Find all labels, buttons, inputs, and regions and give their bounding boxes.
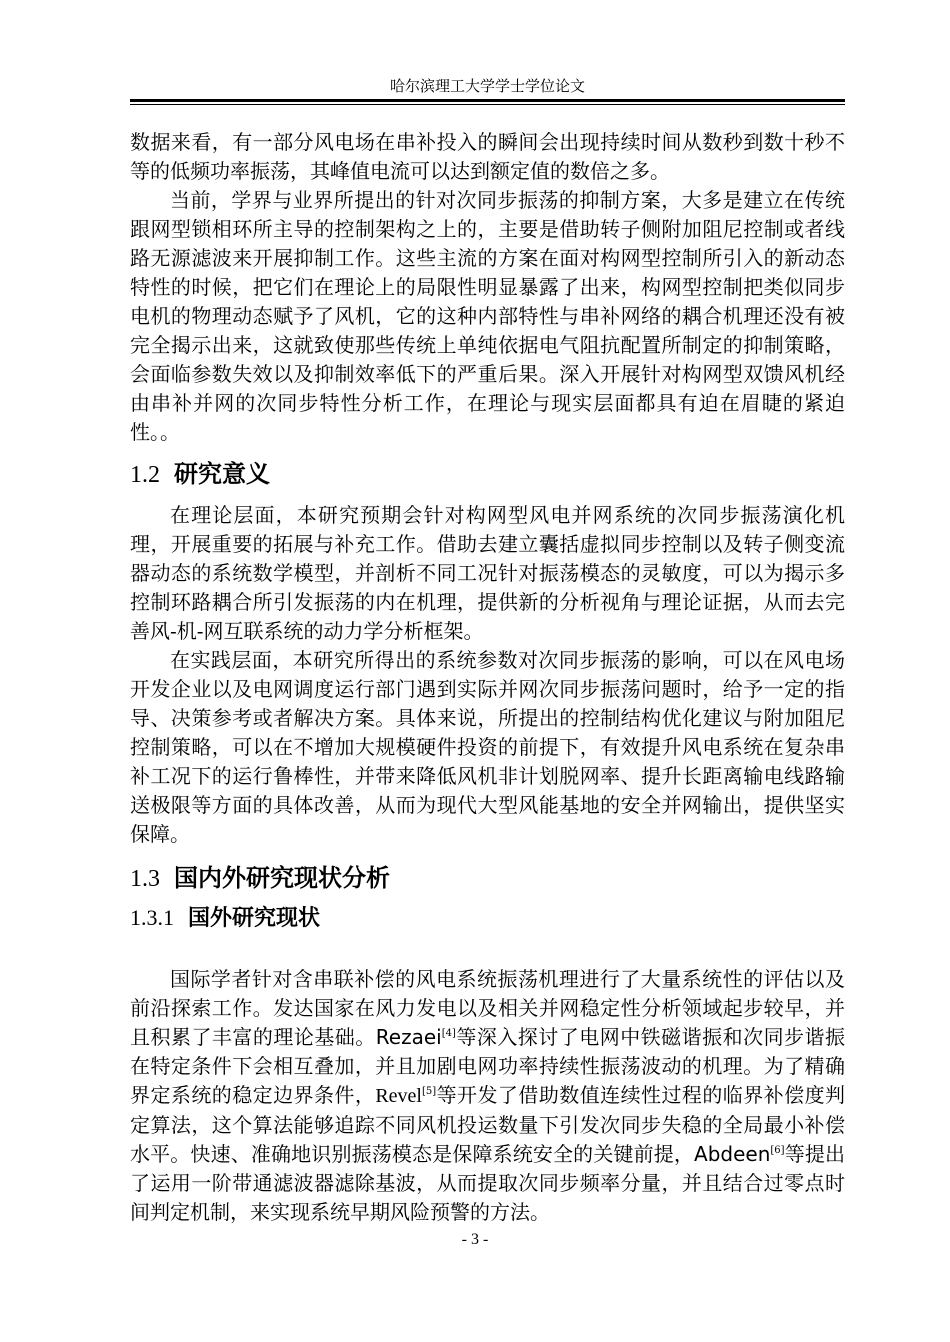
- author-name: Rezaei: [375, 1025, 442, 1049]
- subsection-title: 国外研究现状: [188, 906, 321, 931]
- author-name: Revel: [375, 1085, 422, 1107]
- section-number: 1.3: [130, 866, 160, 892]
- citation-ref: [4]: [441, 1028, 456, 1039]
- paragraph-theory: 在理论层面，本研究预期会针对构网型风电并网系统的次同步振荡演化机理，开展重要的拓展与补充工作。借助去建立囊括虚拟同步控制以及转子侧变流器动态的系统数学模型，并剖析不同工况针对振荡模态的灵敏度，可以为揭示多控制环路耦合所引发振荡的内在机理，提供新的分析视角与理论证据，从而去完善风-机-网互联系统的动力学分析框架。: [130, 503, 845, 643]
- page-content: [130, 128, 845, 1227]
- text-segment: 等提出了运用一阶带通滤波器滤除基波，从而提取次同步频率分量，并且结合过零点时间判定机制，来实现系统早期风险预警的方法。: [130, 1142, 846, 1224]
- page-number: - 3 -: [461, 1231, 489, 1248]
- text-segment: 国际学者针对含串联补偿的风电系统振荡机理进行了大量系统性的评估以及前沿探索工作。发达国家在风力发电以及相关并网稳定性分析领域起步较早，并且积累了丰富的理论基础。: [130, 967, 845, 1049]
- header-rule-thin: [130, 104, 845, 105]
- section-heading-1-3: [130, 861, 845, 896]
- section-number: 1.2: [130, 462, 160, 488]
- paragraph-foreign-research: [130, 965, 845, 1227]
- section-heading-1-2: [130, 457, 845, 492]
- subsection-number: 1.3.1: [130, 905, 174, 930]
- header-rule-thick: [130, 99, 845, 102]
- paragraph-current-methods: 当前，学界与业界所提出的针对次同步振荡的抑制方案，大多是建立在传统跟网型锁相环所主导的控制架构之上的，主要是借助转子侧附加阻尼控制或者线路无源滤波来开展抑制工作。这些主流的方案在面对构网型控制所引入的新动态特性的时候，把它们在理论上的局限性明显暴露了出来，构网型控制把类似同步电机的物理动态赋予了风机，它的这种内部特性与串补网络的耦合机理还没有被完全揭示出来，这就致使那些传统上单纯依据电气阻抗配置所制定的抑制策略，会面临参数失效以及抑制效率低下的严重后果。深入开展针对构网型双馈风机经由串补并网的次同步特性分析工作，在理论与现实层面都具有迫在眉睫的紧迫性。。: [130, 188, 845, 444]
- text-segment: 等开发了借助数值连续性过程的临界补偿度判定算法，这个算法能够追踪不同风机投运数量下引发次同步失稳的全局最小补偿水平。快速、准确地识别振荡模态是保障系统安全的关键前提，: [130, 1083, 846, 1166]
- citation-ref: [5]: [421, 1086, 437, 1097]
- subsection-heading-1-3-1: [130, 902, 845, 935]
- text-segment: 等深入探讨了电网中铁磁谐振和次同步谐振在特定条件下会相互叠加，并且加剧电网功率持续性振荡波动的机理。为了精确界定系统的稳定边界条件，: [130, 1025, 846, 1107]
- page-header-title: 哈尔滨理工大学学士学位论文: [389, 77, 585, 95]
- citation-ref: [6]: [770, 1145, 785, 1156]
- paragraph-practice: 在实践层面，本研究所得出的系统参数对次同步振荡的影响，可以在风电场开发企业以及电网调度运行部门遇到实际并网次同步振荡问题时，给予一定的指导、决策参考或者解决方案。具体来说，所提出的控制结构优化建议与附加阻尼控制策略，可以在不增加大规模硬件投资的前提下，有效提升风电系统在复杂串补工况下的运行鲁棒性，并带来降低风机非计划脱网率、提升长距离输电线路输送极限等方面的具体改善，从而为现代大型风能基地的安全并网输出，提供坚实保障。: [130, 648, 845, 846]
- section-title: 研究意义: [174, 460, 270, 488]
- paragraph-continued: 数据来看，有一部分风电场在串补投入的瞬间会出现持续时间从数秒到数十秒不等的低频功率振荡，其峰值电流可以达到额定值的数倍之多。: [130, 130, 845, 183]
- section-title: 国内外研究现状分析: [174, 864, 390, 892]
- author-name: Abdeen: [694, 1142, 771, 1166]
